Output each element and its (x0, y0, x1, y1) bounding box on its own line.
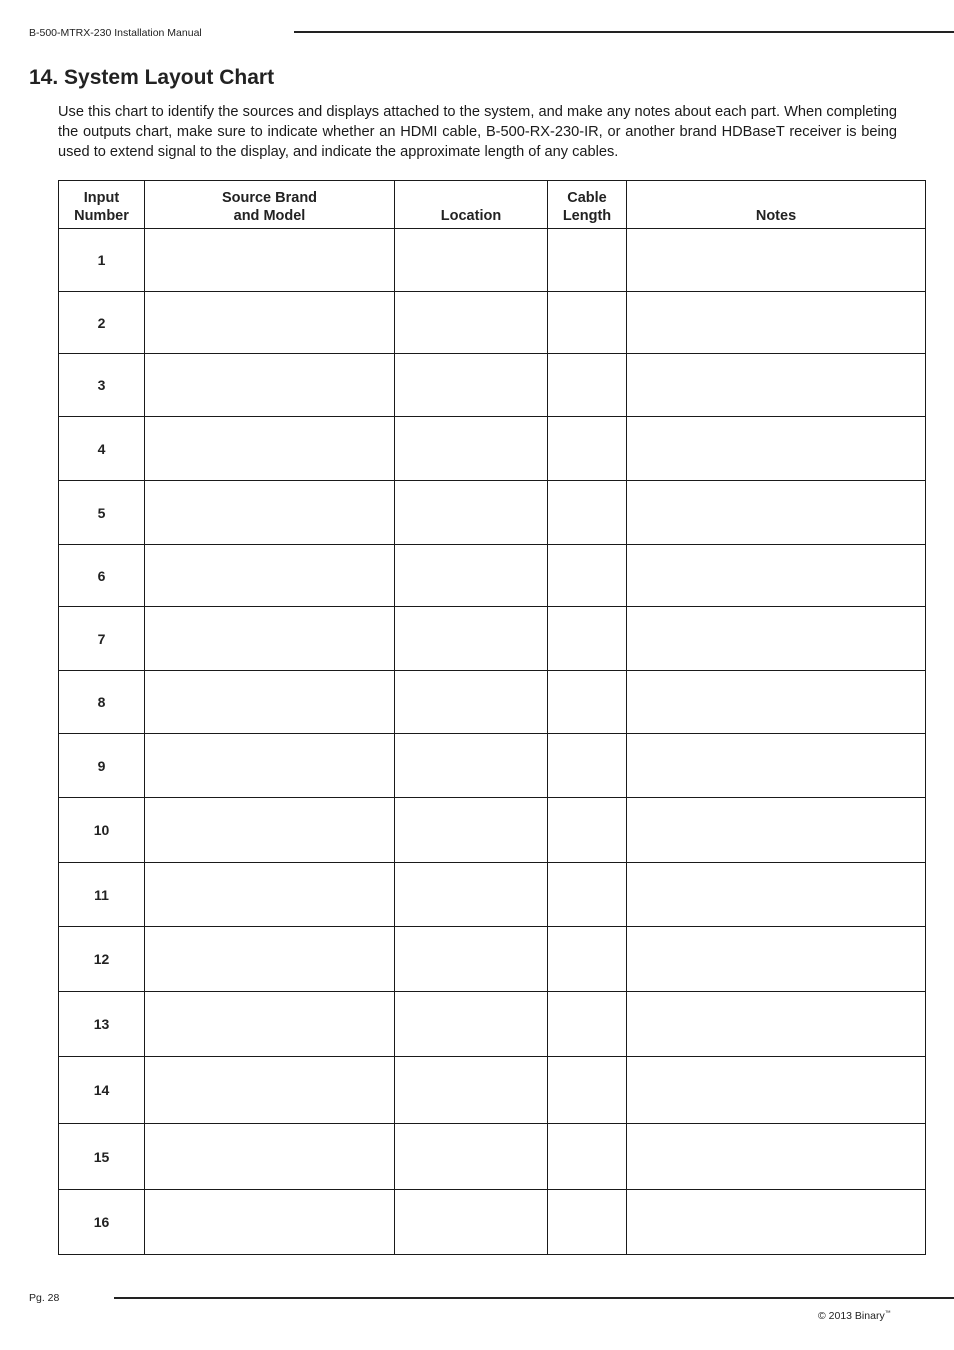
cable-length-cell (548, 229, 627, 292)
table-row (59, 354, 926, 417)
table-row (59, 671, 926, 734)
input-number-cell: 5 (59, 481, 145, 545)
page-title: 14. System Layout Chart (29, 66, 275, 89)
cable-length-cell (548, 927, 627, 992)
input-number-cell: 12 (59, 927, 145, 992)
manual-title: B-500-MTRX-230 Installation Manual (29, 27, 202, 39)
column-header-source-line1: Source Brand (221, 190, 318, 206)
table-row (59, 1124, 926, 1190)
column-header-notes-label: Notes (755, 208, 797, 224)
cable-length-cell (548, 607, 627, 671)
input-number-cell: 4 (59, 417, 145, 481)
column-header-input-line2: Number (74, 208, 129, 224)
input-number-cell: 10 (59, 798, 145, 863)
cable-length-cell (548, 545, 627, 607)
table-row (59, 292, 926, 354)
table-row (59, 1190, 926, 1255)
location-cell (395, 607, 548, 671)
location-cell (395, 481, 548, 545)
location-cell (395, 671, 548, 734)
location-cell (395, 1124, 548, 1190)
input-number-cell: 3 (59, 354, 145, 417)
location-cell (395, 734, 548, 798)
page-number: Pg. 28 (29, 1292, 60, 1304)
source-cell (145, 927, 395, 992)
location-cell (395, 229, 548, 292)
source-cell (145, 1190, 395, 1255)
cable-length-cell (548, 354, 627, 417)
table-row (59, 863, 926, 927)
notes-cell (627, 863, 926, 927)
table-row (59, 927, 926, 992)
table-row (59, 992, 926, 1057)
source-cell (145, 545, 395, 607)
location-cell (395, 417, 548, 481)
location-cell (395, 798, 548, 863)
source-cell (145, 417, 395, 481)
notes-cell (627, 292, 926, 354)
notes-cell (627, 671, 926, 734)
input-number-cell: 11 (59, 863, 145, 927)
source-cell (145, 229, 395, 292)
copyright-text: © 2013 Binary (818, 1310, 885, 1322)
cable-length-cell (548, 1057, 627, 1124)
notes-cell (627, 798, 926, 863)
column-header-cable-line1: Cable (567, 190, 607, 206)
column-header-location-label: Location (440, 208, 502, 224)
cable-length-cell (548, 992, 627, 1057)
location-cell (395, 354, 548, 417)
column-header-input-number (59, 181, 145, 229)
column-header-source (145, 181, 395, 229)
source-cell (145, 798, 395, 863)
column-header-cable-length (548, 181, 627, 229)
input-number-cell: 1 (59, 229, 145, 292)
input-number-cell: 15 (59, 1124, 145, 1190)
notes-cell (627, 1190, 926, 1255)
table-row (59, 798, 926, 863)
cable-length-cell (548, 481, 627, 545)
input-number-cell: 7 (59, 607, 145, 671)
table-row (59, 545, 926, 607)
notes-cell (627, 481, 926, 545)
header-rule (294, 31, 954, 33)
input-number-cell: 2 (59, 292, 145, 354)
table-row (59, 1057, 926, 1124)
input-number-cell: 8 (59, 671, 145, 734)
table-row (59, 734, 926, 798)
location-cell (395, 545, 548, 607)
cable-length-cell (548, 863, 627, 927)
column-header-cable-line2: Length (562, 208, 612, 224)
table-row (59, 229, 926, 292)
notes-cell (627, 927, 926, 992)
notes-cell (627, 1057, 926, 1124)
notes-cell (627, 545, 926, 607)
table-row (59, 607, 926, 671)
cable-length-cell (548, 734, 627, 798)
location-cell (395, 292, 548, 354)
trademark-symbol: ™ (884, 1310, 891, 1317)
notes-cell (627, 607, 926, 671)
cable-length-cell (548, 1190, 627, 1255)
notes-cell (627, 992, 926, 1057)
location-cell (395, 992, 548, 1057)
source-cell (145, 863, 395, 927)
source-cell (145, 671, 395, 734)
cable-length-cell (548, 417, 627, 481)
location-cell (395, 863, 548, 927)
notes-cell (627, 417, 926, 481)
location-cell (395, 1190, 548, 1255)
source-cell (145, 292, 395, 354)
source-cell (145, 607, 395, 671)
notes-cell (627, 734, 926, 798)
system-layout-table (58, 180, 926, 1255)
input-number-cell: 9 (59, 734, 145, 798)
table-header-row (59, 181, 926, 229)
location-cell (395, 1057, 548, 1124)
column-header-input-line1: Input (83, 190, 120, 206)
table-body (59, 229, 926, 1255)
table-row (59, 417, 926, 481)
source-cell (145, 354, 395, 417)
location-cell (395, 927, 548, 992)
notes-cell (627, 354, 926, 417)
input-number-cell: 16 (59, 1190, 145, 1255)
cable-length-cell (548, 671, 627, 734)
input-number-cell: 13 (59, 992, 145, 1057)
cable-length-cell (548, 292, 627, 354)
footer-rule (114, 1297, 954, 1299)
column-header-notes (627, 181, 926, 229)
cable-length-cell (548, 1124, 627, 1190)
source-cell (145, 481, 395, 545)
table-row (59, 481, 926, 545)
source-cell (145, 1057, 395, 1124)
source-cell (145, 992, 395, 1057)
intro-paragraph: Use this chart to identify the sources and displays attached to the system, and make any notes about each part. When completing the outputs chart, make sure to indicate whether an HDMI cable, B-500-RX-230-IR, or another brand HDBaseT receiver is being used to extend signal to the display, and indicate the approximate length of any cables. (58, 104, 897, 160)
input-number-cell: 6 (59, 545, 145, 607)
column-header-location (395, 181, 548, 229)
notes-cell (627, 229, 926, 292)
source-cell (145, 734, 395, 798)
input-number-cell: 14 (59, 1057, 145, 1124)
copyright (818, 1310, 891, 1322)
notes-cell (627, 1124, 926, 1190)
cable-length-cell (548, 798, 627, 863)
source-cell (145, 1124, 395, 1190)
column-header-source-line2: and Model (233, 208, 306, 224)
